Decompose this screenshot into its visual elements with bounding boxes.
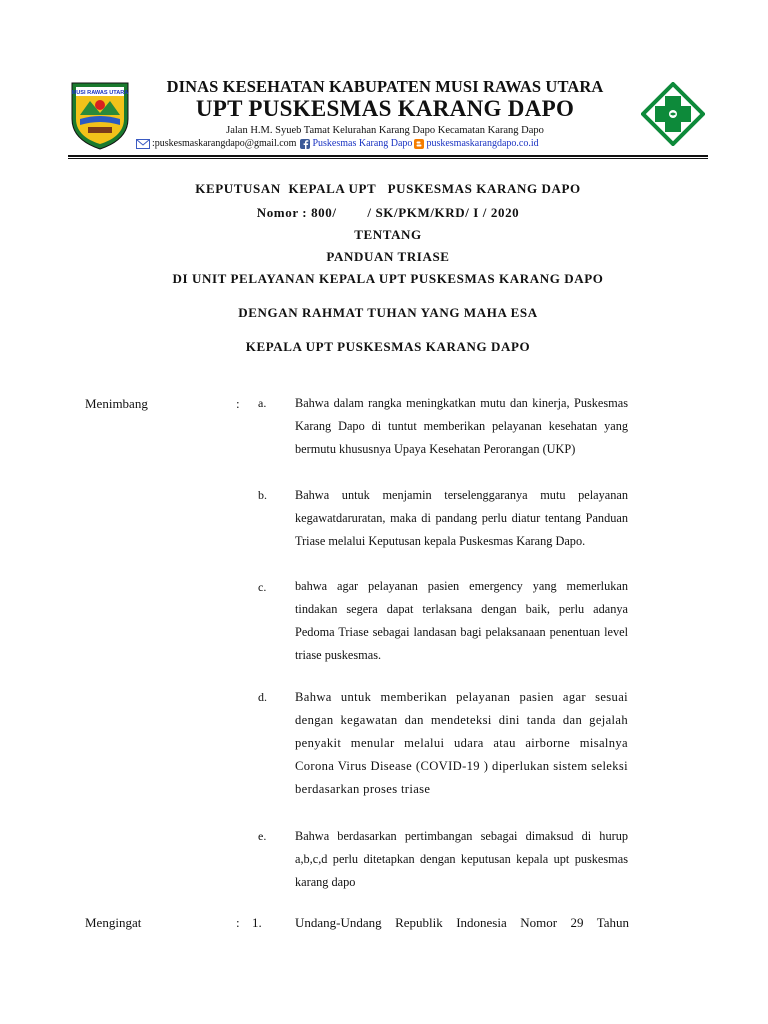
mengingat-colon: : [236, 915, 240, 930]
list-marker: e. [258, 829, 267, 843]
address: Jalan H.M. Syueb Tamat Kelurahan Karang Dapo Kecamatan Karang Dapo [226, 125, 544, 136]
blogger-icon [414, 139, 424, 149]
menimbang-item-e: Bahwa berdasarkan pertimbangan sebagai dimaksud di hurup a,b,c,d perlu ditetapkan dengan keputusan kepala upt puskesmas karang dapo [295, 829, 628, 889]
menimbang-item-b: Bahwa untuk menjamin terselenggaranya mutu pelayanan kegawatdaruratan, maka di pandang perlu diatur tentang Panduan Triase melalui Keputusan kepala Puskesmas Karang Dapo. [295, 488, 628, 548]
email-address[interactable]: :puskesmaskarangdapo@gmail.com [152, 138, 297, 149]
agency-name: DINAS KESEHATAN KABUPATEN MUSI RAWAS UTARA [166, 77, 604, 96]
menimbang-item-c: bahwa agar pelayanan pasien emergency yang memerlukan tindakan segera dapat terlaksana dengan baik, perlu adanya Pedoma Triase sebagai landasan bagi pelaksanaan penentuan level triase puskesmas. [295, 579, 628, 662]
decree-about: TENTANG [354, 227, 422, 242]
decree-invocation: DENGAN RAHMAT TUHAN YANG MAHA ESA [238, 305, 538, 320]
decree-number: Nomor : 800/ / SK/PKM/KRD/ I / 2020 [256, 205, 520, 220]
list-marker: d. [258, 690, 267, 704]
facebook-icon [300, 139, 310, 149]
menimbang-item-a: Bahwa dalam rangka meningkatkan mutu dan kinerja, Puskesmas Karang Dapo di tuntut memberikan pelayanan kesehatan yang bermutu khususnya Upaya Kesehatan Perorangan (UKP) [295, 396, 628, 456]
mengingat-item-1: Undang-Undang Republik Indonesia Nomor 29 Tahun [295, 915, 629, 930]
facebook-link[interactable]: Puskesmas Karang Dapo [312, 138, 413, 149]
decree-authority: KEPALA UPT PUSKESMAS KARANG DAPO [245, 339, 531, 354]
regency-emblem-icon [68, 79, 132, 151]
list-marker: a. [258, 396, 267, 410]
menimbang-colon: : [236, 396, 240, 411]
email-icon [136, 139, 150, 149]
decree-unit: DI UNIT PELAYANAN KEPALA UPT PUSKESMAS KARANG DAPO [172, 271, 604, 286]
emblem-label: MUSI RAWAS UTARA [71, 90, 129, 96]
website-link[interactable]: puskesmaskarangdapo.co.id [426, 138, 539, 149]
contact-row [136, 138, 636, 149]
header-rule-thin [68, 158, 708, 159]
puskesmas-emblem-icon [641, 82, 705, 146]
decree-subject: PANDUAN TRIASE [326, 249, 450, 264]
mengingat-label: Mengingat [85, 915, 142, 930]
header-rule [68, 155, 708, 157]
institution-name: UPT PUSKESMAS KARANG DAPO [195, 96, 575, 121]
menimbang-item-d: Bahwa untuk memberikan pelayanan pasien agar sesuai dengan kegawatan dan mendeteksi dini tanda dan gejalah penyakit menular melalui udara atau airborne misalnya Corona Virus Disease (COVID-19 ) diperlukan sistem seleksi berdasarkan proses triase [295, 690, 628, 796]
decree-title: KEPUTUSAN KEPALA UPT PUSKESMAS KARANG DAPO [195, 181, 581, 196]
list-marker: b. [258, 488, 267, 502]
list-marker: 1. [252, 915, 262, 930]
menimbang-label: Menimbang [85, 396, 148, 411]
list-marker: c. [258, 580, 267, 594]
